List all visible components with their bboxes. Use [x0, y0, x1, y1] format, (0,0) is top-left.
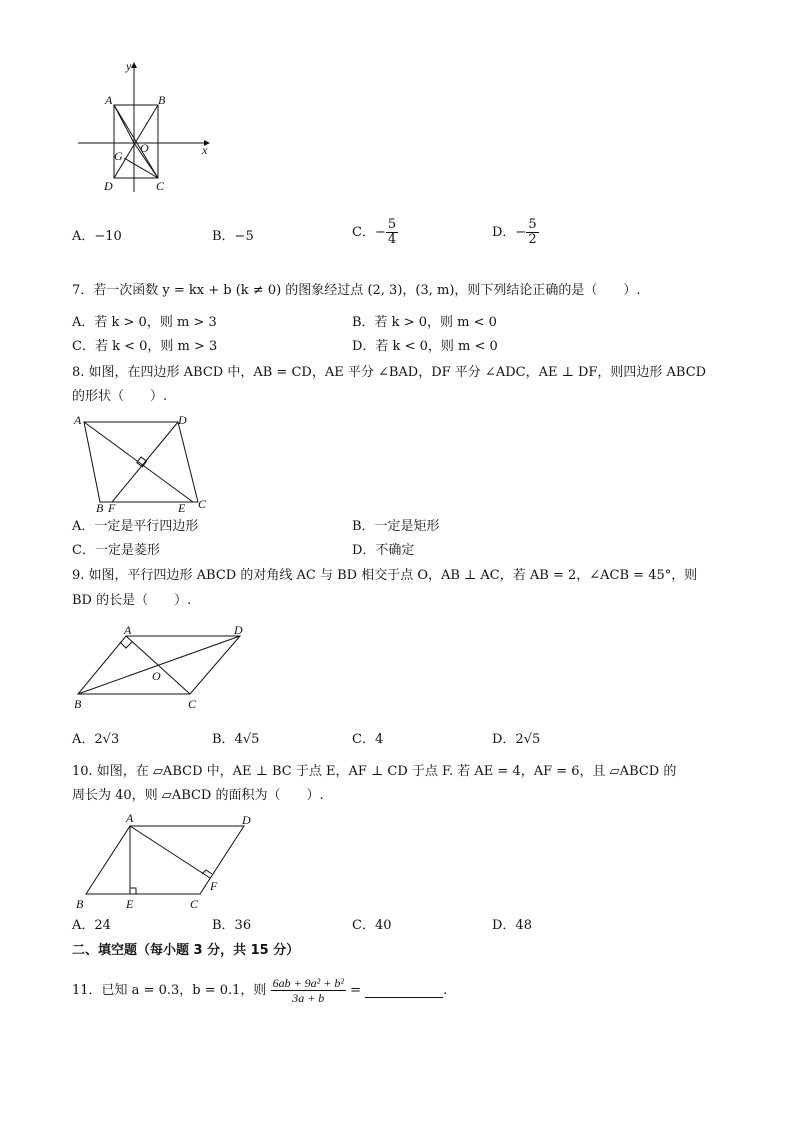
label-b: B: [76, 897, 84, 911]
label-c: C: [198, 497, 207, 511]
q11-prefix: 11．已知 a = 0.3，b = 0.1，则: [72, 983, 267, 998]
q6-option-b[interactable]: B．−5: [212, 229, 254, 244]
q9-option-a[interactable]: A．2√3: [72, 732, 120, 747]
coordinate-rectangle-figure: [70, 60, 220, 195]
q6-option-c-prefix: C．−: [352, 225, 386, 240]
q6-option-d[interactable]: [492, 218, 539, 247]
q9-option-d[interactable]: D．2√5: [492, 732, 541, 747]
label-b: B: [96, 501, 104, 514]
label-c: C: [188, 697, 197, 711]
label-y: y: [126, 60, 132, 73]
label-b: B: [158, 93, 166, 107]
label-d: D: [242, 813, 251, 827]
q6-option-c-fraction: $\frac{5}{4}$: [387, 217, 397, 247]
q7-text: 7．若一次函数 y = kx + b (k ≠ 0) 的图象经过点 (2, 3)，(3, m)，则下列结论正确的是（ ）.: [72, 283, 641, 298]
q11-text: [72, 976, 447, 1005]
label-o: O: [152, 669, 161, 683]
q10-option-a[interactable]: A．24: [72, 918, 111, 933]
q8-option-d[interactable]: D．不确定: [352, 543, 415, 558]
label-x: x: [202, 143, 208, 157]
q10-text-line1: 10. 如图，在 ▱ABCD 中，AE ⊥ BC 于点 E，AF ⊥ CD 于点 F. 若 AE = 4，AF = 6，且 ▱ABCD 的: [72, 764, 677, 779]
label-d: D: [178, 413, 187, 427]
q8-text-line2: 的形状（ ）.: [72, 389, 168, 404]
q7-option-a[interactable]: A．若 k > 0，则 m > 3: [72, 315, 217, 330]
q6-option-a[interactable]: A．−10: [72, 229, 122, 244]
q11-equals: =: [350, 983, 361, 998]
label-b: B: [74, 697, 82, 711]
section-heading: 二、填空题（每小题 3 分，共 15 分）: [72, 943, 300, 958]
q11-answer-blank[interactable]: [365, 983, 443, 998]
label-a: A: [105, 93, 113, 107]
label-a: A: [124, 623, 132, 637]
q10-option-b[interactable]: B．36: [212, 918, 252, 933]
label-a: A: [74, 413, 82, 427]
q8-option-a[interactable]: A．一定是平行四边形: [72, 519, 199, 534]
q9-text-line2: BD 的长是（ ）.: [72, 593, 192, 608]
q6-option-d-fraction: $\frac{5}{2}$: [528, 217, 537, 247]
label-e: E: [126, 897, 134, 911]
q10-option-c[interactable]: C．40: [352, 918, 392, 933]
label-e: E: [178, 501, 186, 514]
label-a: A: [126, 811, 134, 825]
q9-option-b[interactable]: B．4√5: [212, 732, 260, 747]
label-d: D: [234, 623, 243, 637]
q6-option-d-prefix: D．−: [492, 225, 527, 240]
q10-text-line2: 周长为 40，则 ▱ABCD 的面积为（ ）.: [72, 788, 324, 803]
q11-fraction: $\frac{\text{6ab + 9a² + b²}}{3a + b}$: [272, 976, 344, 1005]
q10-option-d[interactable]: D．48: [492, 918, 532, 933]
label-c: C: [156, 179, 165, 193]
label-f: F: [210, 879, 218, 893]
q9-option-c[interactable]: C．4: [352, 732, 384, 747]
q8-option-c[interactable]: C．一定是菱形: [72, 543, 160, 558]
q7-option-c[interactable]: C．若 k < 0，则 m > 3: [72, 339, 218, 354]
label-g: G: [114, 149, 123, 163]
q8-text-line1: 8. 如图，在四边形 ABCD 中，AB = CD，AE 平分 ∠BAD，DF 平分 ∠ADC，AE ⊥ DF，则四边形 ABCD: [72, 365, 707, 380]
parallelogram-heights-figure: [72, 808, 262, 912]
q11-period: .: [443, 983, 448, 998]
q7-option-d[interactable]: D．若 k < 0，则 m < 0: [352, 339, 498, 354]
label-c: C: [190, 897, 199, 911]
q8-option-b[interactable]: B．一定是矩形: [352, 519, 440, 534]
parallelogram-diagonals-figure: [70, 620, 260, 712]
label-o: O: [140, 141, 149, 155]
q7-option-b[interactable]: B．若 k > 0，则 m < 0: [352, 315, 497, 330]
q9-text-line1: 9. 如图，平行四边形 ABCD 的对角线 AC 与 BD 相交于点 O，AB ⊥ AC，若 AB = 2，∠ACB = 45°，则: [72, 568, 698, 583]
label-f: F: [108, 501, 116, 514]
quadrilateral-figure: [72, 412, 212, 514]
label-d: D: [104, 179, 113, 193]
q6-option-c[interactable]: [352, 218, 398, 247]
